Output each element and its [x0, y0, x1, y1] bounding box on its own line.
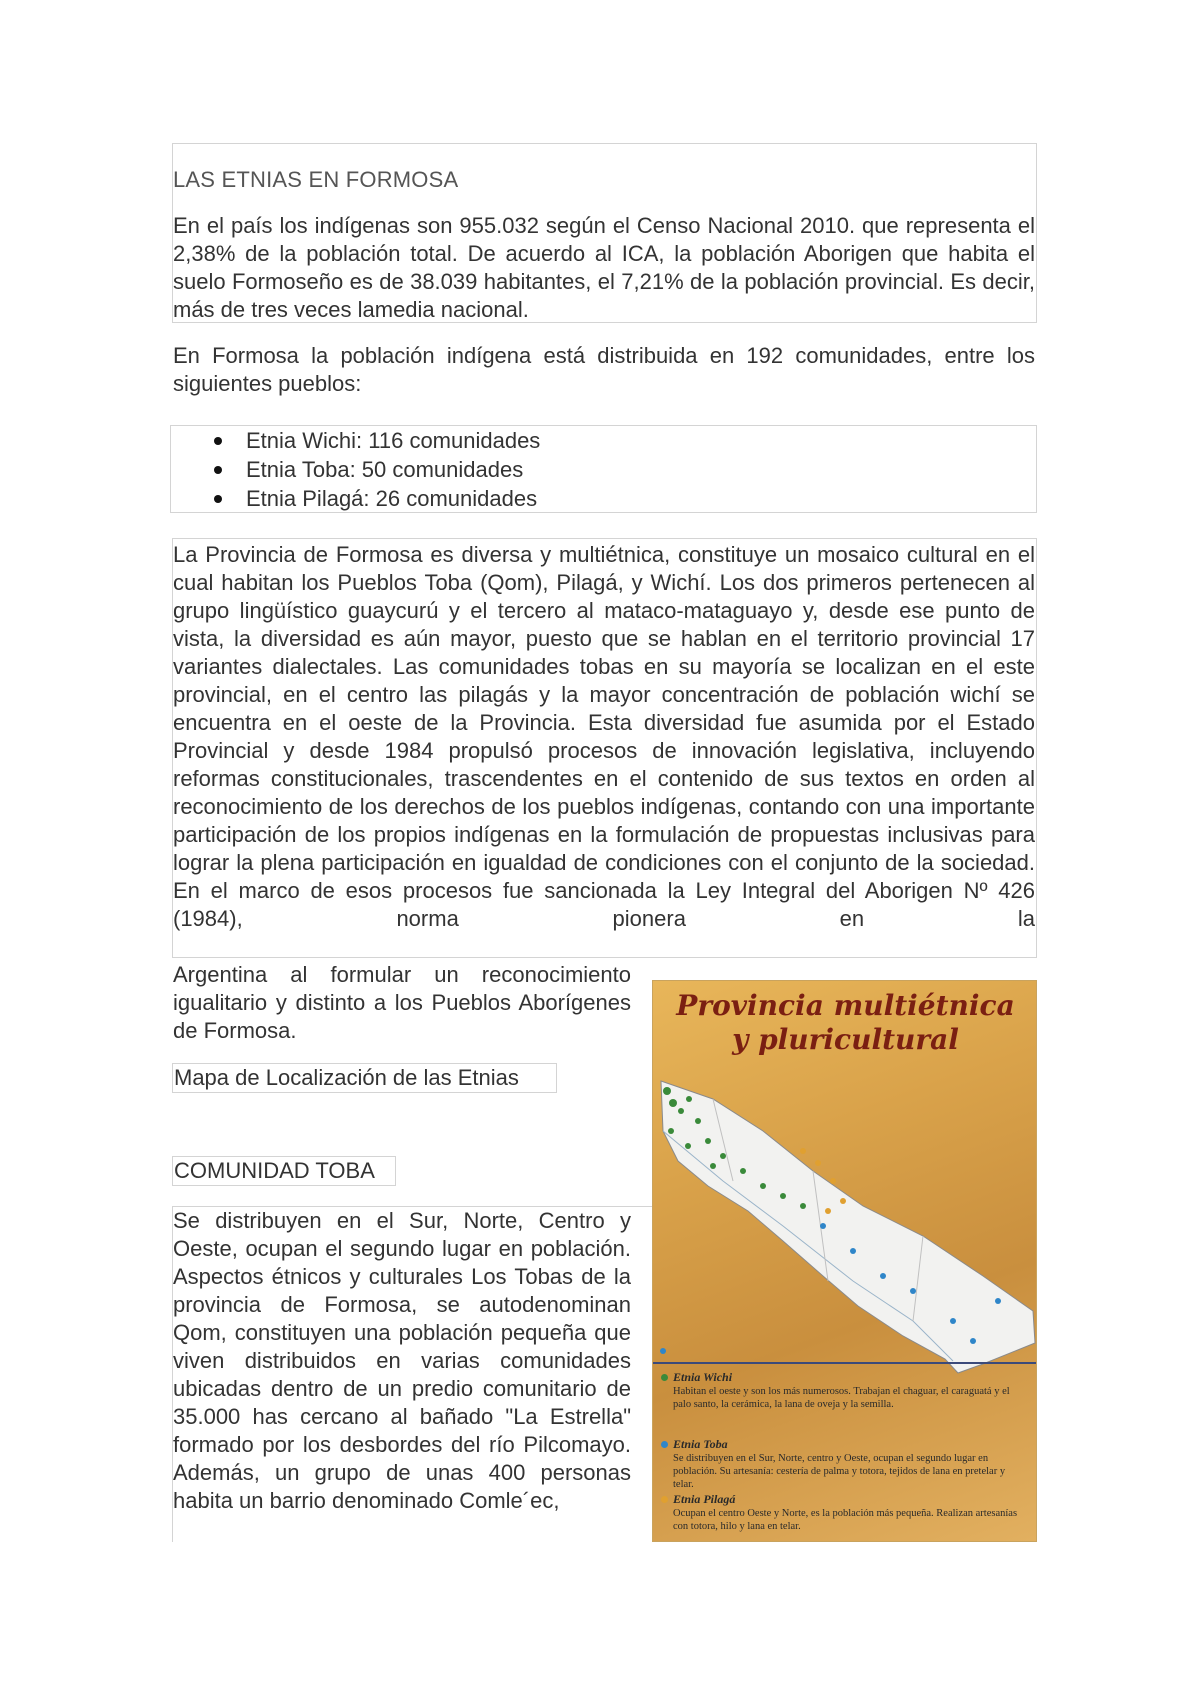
legend-wichi-text: Habitan el oeste y son los más numerosos. Trabajan el chaguar, el caraguatá y el palo santo, la cerámica, la lana de oveja y la semilla.: [673, 1386, 1010, 1410]
province-shape: [661, 1081, 1035, 1373]
legend-toba-text: Se distribuyen en el Sur, Norte, centro y Oeste, ocupan el segundo lugar en población. Su artesanía: cestería de palma y totora, tejidos de lana en pretelar y telar.: [673, 1453, 1006, 1490]
province-paragraph-tail: Argentina al formular un reconocimiento igualitario y distinto a los Pueblos Aborígenes de Formosa.: [173, 962, 631, 1043]
intro-paragraph: En el país los indígenas son 955.032 según el Censo Nacional 2010. que representa el 2,38% de la población total. De acuerdo al ICA, la población Aborigen que habita el suelo Formoseño es de 38.039 habitantes, el 7,21% de la población provincial. Es decir, más de tres veces lamedia nacional.: [173, 213, 1035, 322]
legend-wichi-name: Etnia Wichi: [673, 1370, 733, 1384]
distribution-paragraph: En Formosa la población indígena está distribuida en 192 comunidades, entre los siguientes pueblos:: [173, 343, 1035, 396]
legend-wichi-icon: [661, 1374, 668, 1381]
legend-pilaga-name: Etnia Pilagá: [673, 1492, 736, 1506]
map-title-line1: Provincia multiétnica: [676, 989, 1015, 1022]
bullet-icon: [214, 437, 222, 445]
legend-toba-name: Etnia Toba: [673, 1437, 728, 1451]
map-title-line2: y pluricultural: [732, 1023, 959, 1056]
ethnic-map-image: [652, 980, 1037, 1542]
bullet-icon: [214, 495, 222, 503]
ethnic-list: [210, 426, 540, 513]
page-title: LAS ETNIAS EN FORMOSA: [173, 167, 459, 192]
legend-pilaga-text: Ocupan el centro Oeste y Norte, es la población más pequeña. Realizan artesanías con totora, hilo y lana en telar.: [673, 1508, 1018, 1532]
province-paragraph: La Provincia de Formosa es diversa y multiétnica, constituye un mosaico cultural en el cual habitan los Pueblos Toba (Qom), Pilagá, y Wichí. Los dos primeros pertenecen al grupo lingüístico guaycurú y el tercero al mataco-mataguayo y, desde ese punto de vista, la diversidad es aún mayor, puesto que se hablan en el territorio provincial 17 variantes dialectales. Las comunidades tobas en su mayoría se localizan en el este provincial, en el centro las pilagás y la mayor concentración de población wichí se encuentra en el oeste de la Provincia. Esta diversidad fue asumida por el Estado Provincial y desde 1984 propulsó procesos de innovación legislativa, incluyendo reformas constitucionales, trascendentes en el contenido de sus textos en orden al reconocimiento de los derechos de los pueblos indígenas, contando con una importante participación de los propios indígenas en la formulación de propuestas inclusivas para lograr la plena participación en igualdad de condiciones con el conjunto de la sociedad. En el marco de esos procesos fue sancionada la Ley Integral del Aborigen Nº 426 (1984), norma pionera en la: [173, 542, 1035, 931]
map-caption: Mapa de Localización de las Etnias: [174, 1065, 519, 1090]
list-item: Etnia Pilagá: 26 comunidades: [246, 484, 540, 513]
toba-heading: COMUNIDAD TOBA: [174, 1158, 375, 1183]
legend-pilaga-icon: [661, 1496, 668, 1503]
legend-toba-icon: [661, 1441, 668, 1448]
toba-paragraph: Se distribuyen en el Sur, Norte, Centro y Oeste, ocupan el segundo lugar en población. Aspectos étnicos y culturales Los Tobas de la provincia de Formosa, se autodenominan Qom, constituyen una población pequeña que viven distribuidos en varias comunidades ubicadas dentro de un predio comunitario de 35.000 has cercano al bañado "La Estrella" formado por los desbordes del río Pilcomayo. Además, un grupo de unas 400 personas habita un barrio denominado Comle´ec,: [173, 1208, 631, 1513]
list-item: Etnia Toba: 50 comunidades: [246, 455, 540, 484]
list-item: Etnia Wichi: 116 comunidades: [246, 426, 540, 455]
bullet-icon: [214, 466, 222, 474]
